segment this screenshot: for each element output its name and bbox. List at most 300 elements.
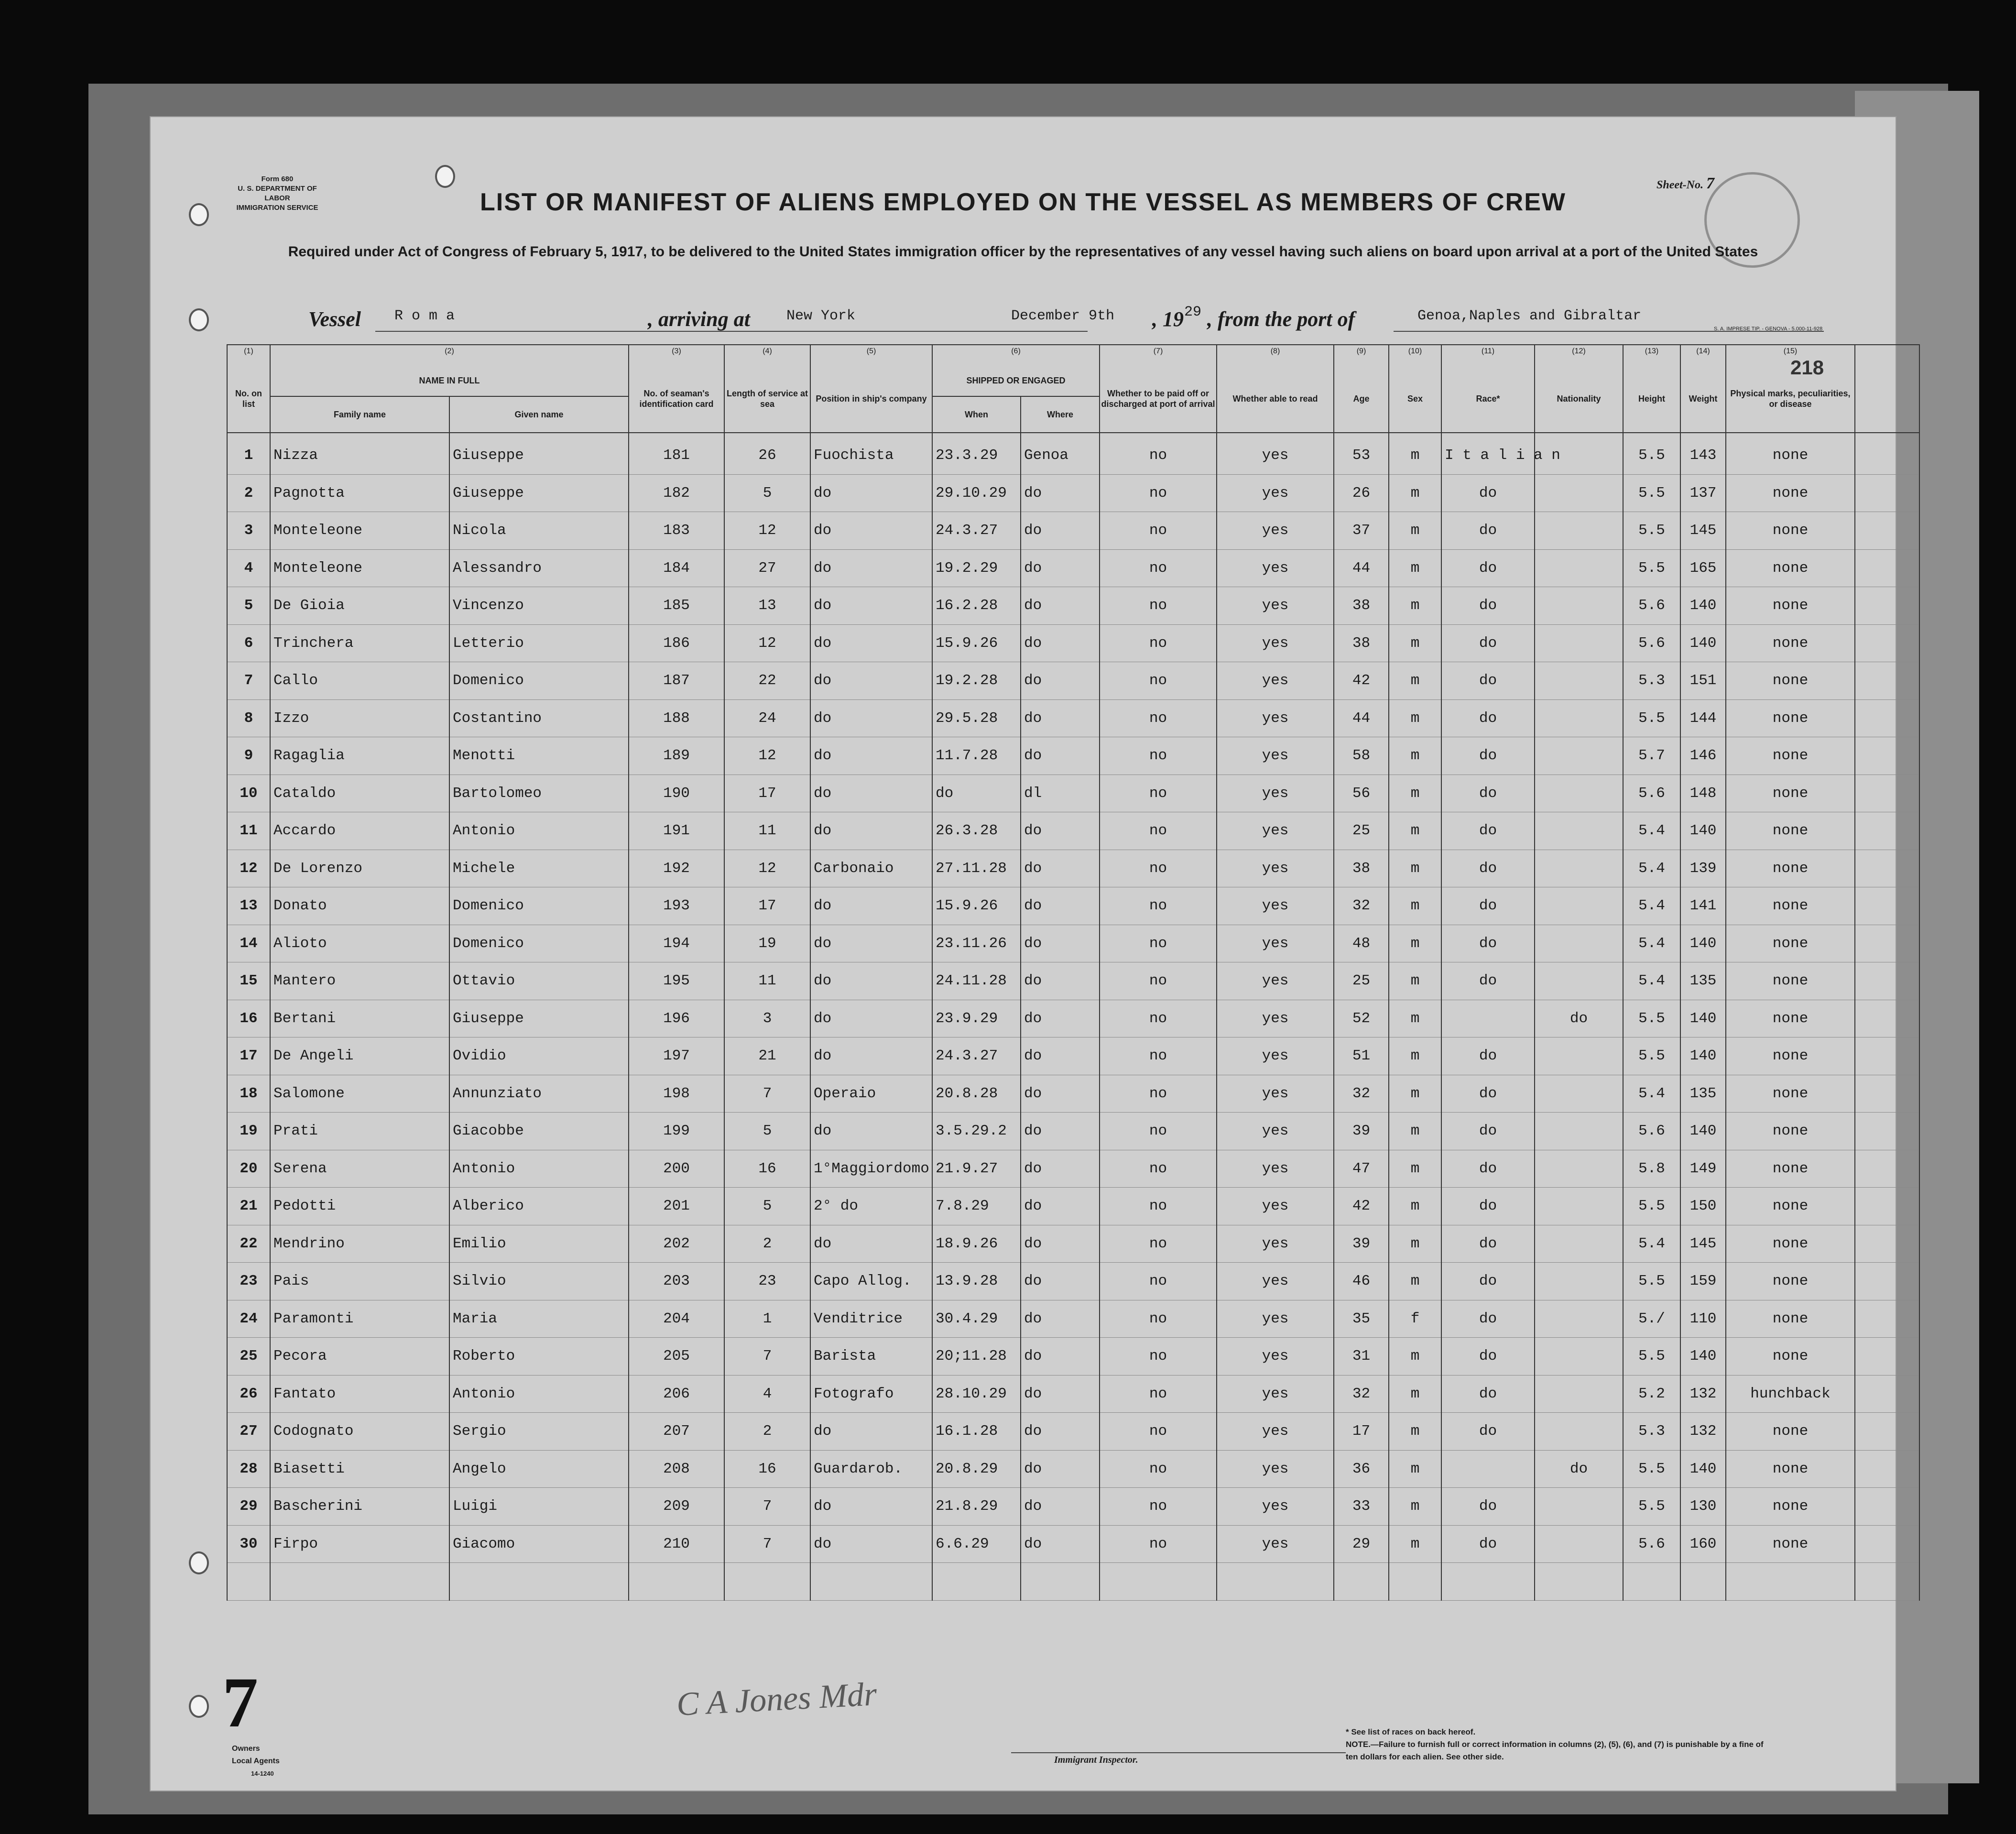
form-number: Form 680 (261, 175, 294, 183)
family-name: Monteleone (270, 549, 449, 587)
race: do (1441, 1037, 1535, 1075)
header-where: Where (1021, 396, 1100, 433)
header-name-in-full: NAME IN FULL (270, 365, 629, 396)
height: 5.4 (1623, 962, 1680, 1000)
given-name: Emilio (449, 1225, 629, 1263)
header-id-card: No. of seaman's identification card (629, 365, 724, 433)
weight: 160 (1680, 1525, 1726, 1563)
family-name: Pais (270, 1263, 449, 1300)
given-name: Angelo (449, 1450, 629, 1488)
row-number: 24 (227, 1300, 270, 1338)
blank-cell (449, 1563, 629, 1601)
given-name: Antonio (449, 1375, 629, 1413)
sex: m (1389, 549, 1441, 587)
row-number: 10 (227, 775, 270, 812)
service-length: 2 (724, 1225, 810, 1263)
row-number: 16 (227, 1000, 270, 1037)
paid-off: no (1100, 699, 1217, 737)
paid-off: no (1100, 887, 1217, 925)
physical-marks: none (1726, 962, 1855, 1000)
race: do (1441, 1263, 1535, 1300)
margin-cell (151, 1037, 227, 1075)
spare-cell (1855, 1338, 1919, 1376)
weight: 143 (1680, 433, 1726, 474)
shipped-where: do (1021, 1525, 1100, 1563)
vessel-name: R o m a (394, 308, 455, 324)
table-row (151, 624, 1919, 662)
spare-cell (1855, 624, 1919, 662)
position: do (810, 1413, 932, 1451)
physical-marks: none (1726, 1488, 1855, 1526)
given-name: Giuseppe (449, 1000, 629, 1037)
id-card: 183 (629, 512, 724, 550)
position: do (810, 1225, 932, 1263)
race: do (1441, 1525, 1535, 1563)
family-name: Trinchera (270, 624, 449, 662)
blank-cell (1535, 1563, 1623, 1601)
able-to-read: yes (1217, 699, 1334, 737)
margin-cell (151, 624, 227, 662)
shipped-where: do (1021, 587, 1100, 625)
age: 37 (1334, 512, 1389, 550)
age: 26 (1334, 474, 1389, 512)
family-name: Izzo (270, 699, 449, 737)
able-to-read: yes (1217, 1113, 1334, 1150)
id-card: 204 (629, 1300, 724, 1338)
id-card: 206 (629, 1375, 724, 1413)
position: Venditrice (810, 1300, 932, 1338)
shipped-where: do (1021, 1150, 1100, 1188)
nationality (1535, 587, 1623, 625)
margin-cell (151, 1225, 227, 1263)
shipped-when: 23.11.26 (932, 925, 1021, 962)
position: Capo Allog. (810, 1263, 932, 1300)
row-number: 14 (227, 925, 270, 962)
service-length: 2 (724, 1413, 810, 1451)
given-name: Letterio (449, 624, 629, 662)
nationality (1535, 925, 1623, 962)
col-number: (15) (1726, 345, 1855, 365)
margin-cell (151, 1188, 227, 1225)
shipped-when: 27.11.28 (932, 850, 1021, 887)
id-card: 209 (629, 1488, 724, 1526)
nationality (1535, 1075, 1623, 1113)
service-length: 17 (724, 887, 810, 925)
sex: m (1389, 1450, 1441, 1488)
service-length: 13 (724, 587, 810, 625)
race: do (1441, 925, 1535, 962)
blank-cell (1217, 1563, 1334, 1601)
race: do (1441, 812, 1535, 850)
header-paid-off: Whether to be paid off or discharged at port of arrival (1100, 365, 1217, 433)
shipped-where: do (1021, 1263, 1100, 1300)
weight: 140 (1680, 1113, 1726, 1150)
shipped-where: do (1021, 850, 1100, 887)
nationality (1535, 1338, 1623, 1376)
paid-off: no (1100, 850, 1217, 887)
vessel-line (151, 306, 1896, 339)
shipped-when: 21.8.29 (932, 1488, 1021, 1526)
spare-cell (1855, 699, 1919, 737)
able-to-read: yes (1217, 1525, 1334, 1563)
blank-cell (1389, 1563, 1441, 1601)
nationality (1535, 1188, 1623, 1225)
nationality (1535, 1150, 1623, 1188)
race: do (1441, 1338, 1535, 1376)
spare-cell (1855, 850, 1919, 887)
row-number: 5 (227, 587, 270, 625)
table-row (151, 1263, 1919, 1300)
shipped-where: do (1021, 812, 1100, 850)
spare-cell (1855, 1037, 1919, 1075)
shipped-where: do (1021, 925, 1100, 962)
shipped-where: do (1021, 1113, 1100, 1150)
given-name: Antonio (449, 812, 629, 850)
agents-label: Local Agents (232, 1757, 280, 1765)
given-name: Michele (449, 850, 629, 887)
age: 32 (1334, 887, 1389, 925)
row-number: 23 (227, 1263, 270, 1300)
sex: m (1389, 737, 1441, 775)
height: 5.4 (1623, 925, 1680, 962)
service-length: 7 (724, 1075, 810, 1113)
race: I t a l i a n (1441, 433, 1535, 474)
age: 52 (1334, 1000, 1389, 1037)
shipped-where: do (1021, 1488, 1100, 1526)
table-row (151, 433, 1919, 474)
table-row (151, 1225, 1919, 1263)
shipped-where: do (1021, 699, 1100, 737)
service-length: 21 (724, 1037, 810, 1075)
age: 31 (1334, 1338, 1389, 1376)
height: 5.2 (1623, 1375, 1680, 1413)
weight: 140 (1680, 1037, 1726, 1075)
nationality (1535, 775, 1623, 812)
row-number: 6 (227, 624, 270, 662)
nationality (1535, 1525, 1623, 1563)
id-card: 203 (629, 1263, 724, 1300)
shipped-when: 13.9.28 (932, 1263, 1021, 1300)
paid-off: no (1100, 549, 1217, 587)
height: 5.6 (1623, 587, 1680, 625)
shipped-when: 29.10.29 (932, 474, 1021, 512)
shipped-where: do (1021, 1450, 1100, 1488)
service-length: 26 (724, 433, 810, 474)
spare-cell (1855, 887, 1919, 925)
able-to-read: yes (1217, 1338, 1334, 1376)
paid-off: no (1100, 812, 1217, 850)
document-title: LIST OR MANIFEST OF ALIENS EMPLOYED ON THE VESSEL AS MEMBERS OF CREW (480, 188, 1566, 216)
spare-cell (1855, 1075, 1919, 1113)
position: 2° do (810, 1188, 932, 1225)
sex: m (1389, 1488, 1441, 1526)
row-number: 1 (227, 433, 270, 474)
physical-marks: none (1726, 1113, 1855, 1150)
race: do (1441, 1113, 1535, 1150)
paid-off: no (1100, 1375, 1217, 1413)
family-name: Nizza (270, 433, 449, 474)
col-number: (8) (1217, 345, 1334, 365)
spare-cell (1855, 775, 1919, 812)
height: 5.7 (1623, 737, 1680, 775)
spare-cell (1855, 1375, 1919, 1413)
race: do (1441, 775, 1535, 812)
margin-cell (151, 1150, 227, 1188)
manifest-sheet (151, 117, 1896, 1790)
shipped-where: do (1021, 1338, 1100, 1376)
service-length: 7 (724, 1525, 810, 1563)
shipped-where: do (1021, 1225, 1100, 1263)
race: do (1441, 474, 1535, 512)
row-number: 22 (227, 1225, 270, 1263)
paid-off: no (1100, 737, 1217, 775)
blank-cell (810, 1563, 932, 1601)
age: 47 (1334, 1150, 1389, 1188)
margin-cell (151, 512, 227, 550)
position: do (810, 662, 932, 700)
spare-cell (1855, 1450, 1919, 1488)
able-to-read: yes (1217, 1300, 1334, 1338)
given-name: Giuseppe (449, 433, 629, 474)
row-number: 29 (227, 1488, 270, 1526)
from-label: , from the port of (1207, 307, 1355, 331)
table-row (151, 1488, 1919, 1526)
paid-off: no (1100, 1225, 1217, 1263)
height: 5.4 (1623, 812, 1680, 850)
position: do (810, 624, 932, 662)
nationality (1535, 887, 1623, 925)
position: do (810, 512, 932, 550)
table-row (151, 1300, 1919, 1338)
margin-cell (151, 850, 227, 887)
family-name: Pedotti (270, 1188, 449, 1225)
family-name: De Angeli (270, 1037, 449, 1075)
shipped-when: 19.2.29 (932, 549, 1021, 587)
given-name: Giacobbe (449, 1113, 629, 1150)
position: do (810, 925, 932, 962)
height: 5.4 (1623, 887, 1680, 925)
margin-cell (151, 1075, 227, 1113)
position: do (810, 962, 932, 1000)
able-to-read: yes (1217, 549, 1334, 587)
row-number: 21 (227, 1188, 270, 1225)
height: 5.3 (1623, 662, 1680, 700)
age: 46 (1334, 1263, 1389, 1300)
arriving-underline (763, 331, 1088, 332)
nationality (1535, 1225, 1623, 1263)
position: Fotografo (810, 1375, 932, 1413)
family-name: Paramonti (270, 1300, 449, 1338)
weight: 151 (1680, 662, 1726, 700)
family-name: De Gioia (270, 587, 449, 625)
able-to-read: yes (1217, 624, 1334, 662)
age: 17 (1334, 1413, 1389, 1451)
race-note: * See list of races on back hereof. (1346, 1727, 1476, 1736)
physical-marks: hunchback (1726, 1375, 1855, 1413)
nationality (1535, 812, 1623, 850)
shipped-when: 20.8.28 (932, 1075, 1021, 1113)
shipped-where: do (1021, 549, 1100, 587)
family-name: Donato (270, 887, 449, 925)
blank-cell (227, 1563, 270, 1601)
id-card: 198 (629, 1075, 724, 1113)
weight: 141 (1680, 887, 1726, 925)
sex: m (1389, 925, 1441, 962)
paid-off: no (1100, 587, 1217, 625)
margin-cell (151, 925, 227, 962)
given-name: Roberto (449, 1338, 629, 1376)
service-length: 5 (724, 1188, 810, 1225)
age: 42 (1334, 1188, 1389, 1225)
blank-cell (1100, 1563, 1217, 1601)
race: do (1441, 1150, 1535, 1188)
height: 5.6 (1623, 624, 1680, 662)
nationality (1535, 662, 1623, 700)
margin-cell (151, 549, 227, 587)
margin-cell (151, 1000, 227, 1037)
footnote (1346, 1726, 1776, 1763)
margin-cell (151, 699, 227, 737)
row-number: 2 (227, 474, 270, 512)
position: do (810, 699, 932, 737)
sex: m (1389, 775, 1441, 812)
nationality (1535, 1375, 1623, 1413)
table-row (151, 1375, 1919, 1413)
spare-cell (1855, 549, 1919, 587)
able-to-read: yes (1217, 812, 1334, 850)
margin-cell (151, 1488, 227, 1526)
sex: m (1389, 433, 1441, 474)
paid-off: no (1100, 1300, 1217, 1338)
shipped-where: do (1021, 662, 1100, 700)
weight: 145 (1680, 512, 1726, 550)
blank-cell (1726, 1563, 1855, 1601)
nationality (1535, 850, 1623, 887)
physical-marks: none (1726, 1263, 1855, 1300)
age: 29 (1334, 1525, 1389, 1563)
table-row (151, 512, 1919, 550)
service-length: 24 (724, 699, 810, 737)
shipped-when: 6.6.29 (932, 1525, 1021, 1563)
paid-off: no (1100, 1525, 1217, 1563)
family-name: Prati (270, 1113, 449, 1150)
table-row (151, 1150, 1919, 1188)
id-card: 200 (629, 1150, 724, 1188)
family-name: Mendrino (270, 1225, 449, 1263)
given-name: Sergio (449, 1413, 629, 1451)
physical-marks: none (1726, 699, 1855, 737)
shipped-when: 23.3.29 (932, 433, 1021, 474)
paid-off: no (1100, 1263, 1217, 1300)
position: do (810, 737, 932, 775)
sheet-number-value: 7 (1706, 175, 1714, 192)
blank-cell (1855, 1563, 1919, 1601)
weight: 132 (1680, 1375, 1726, 1413)
position: Fuochista (810, 433, 932, 474)
table-row (151, 1450, 1919, 1488)
age: 38 (1334, 850, 1389, 887)
age: 53 (1334, 433, 1389, 474)
margin-cell (151, 962, 227, 1000)
col-number: (6) (932, 345, 1100, 365)
id-card: 202 (629, 1225, 724, 1263)
sex: m (1389, 474, 1441, 512)
race: do (1441, 662, 1535, 700)
margin-cell (151, 433, 227, 474)
age: 32 (1334, 1075, 1389, 1113)
margin-cell (151, 662, 227, 700)
family-name: Biasetti (270, 1450, 449, 1488)
able-to-read: yes (1217, 1037, 1334, 1075)
given-name: Domenico (449, 925, 629, 962)
shipped-where: do (1021, 1375, 1100, 1413)
able-to-read: yes (1217, 775, 1334, 812)
manifest-table-wrap (151, 344, 1896, 1601)
blank-cell (1623, 1563, 1680, 1601)
sex: m (1389, 812, 1441, 850)
shipped-when: 30.4.29 (932, 1300, 1021, 1338)
physical-marks: none (1726, 1413, 1855, 1451)
page-number: 218 (1790, 356, 1824, 379)
row-number: 4 (227, 549, 270, 587)
weight: 146 (1680, 737, 1726, 775)
sex: f (1389, 1300, 1441, 1338)
table-row (151, 549, 1919, 587)
sex: m (1389, 1413, 1441, 1451)
physical-marks: none (1726, 474, 1855, 512)
shipped-where: do (1021, 1188, 1100, 1225)
row-number: 12 (227, 850, 270, 887)
height: 5.4 (1623, 850, 1680, 887)
row-number: 13 (227, 887, 270, 925)
family-name: Monteleone (270, 512, 449, 550)
weight: 150 (1680, 1188, 1726, 1225)
nationality (1535, 1113, 1623, 1150)
sex: m (1389, 624, 1441, 662)
id-card: 197 (629, 1037, 724, 1075)
blank-cell (151, 1563, 227, 1601)
given-name: Alessandro (449, 549, 629, 587)
sex: m (1389, 699, 1441, 737)
col-number: (11) (1441, 345, 1535, 365)
blank-row (151, 1563, 1919, 1601)
service-length: 22 (724, 662, 810, 700)
race: do (1441, 962, 1535, 1000)
weight: 140 (1680, 1000, 1726, 1037)
col-number: (7) (1100, 345, 1217, 365)
shipped-when: 29.5.28 (932, 699, 1021, 737)
shipped-when: 15.9.26 (932, 624, 1021, 662)
margin-cell (151, 1113, 227, 1150)
height: 5.5 (1623, 1263, 1680, 1300)
age: 44 (1334, 549, 1389, 587)
id-card: 190 (629, 775, 724, 812)
table-row (151, 1525, 1919, 1563)
nationality (1535, 699, 1623, 737)
able-to-read: yes (1217, 1263, 1334, 1300)
header-sex: Sex (1389, 365, 1441, 433)
margin-cell (151, 1263, 227, 1300)
document-subtitle: Required under Act of Congress of February 5, 1917, to be delivered to the United States immigration officer by the representatives of any vessel having such aliens on board upon arrival at a port of the United States (288, 244, 1758, 260)
column-number-row (151, 345, 1919, 365)
margin-cell (151, 1525, 227, 1563)
row-number: 17 (227, 1037, 270, 1075)
col-number: (3) (629, 345, 724, 365)
spare-cell (1855, 1488, 1919, 1526)
family-name: Bascherini (270, 1488, 449, 1526)
table-row (151, 887, 1919, 925)
shipped-when: 11.7.28 (932, 737, 1021, 775)
